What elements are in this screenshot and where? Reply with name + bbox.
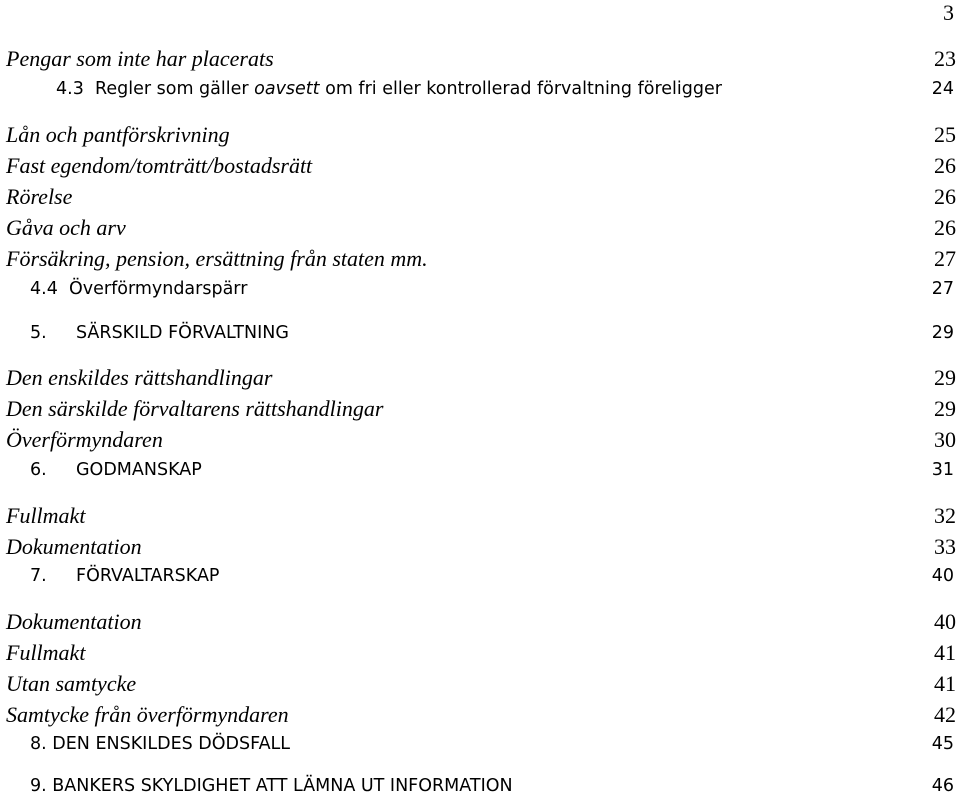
title-part: GODMANSKAP — [76, 460, 202, 480]
toc-entry-page: 45 — [931, 734, 954, 754]
toc-entry-title: 8. DEN ENSKILDES DÖDSFALL — [30, 734, 291, 754]
toc-entry-title — [30, 460, 202, 480]
toc-entry-page: 41 — [934, 671, 956, 696]
toc-entry-title: Samtycke från överförmyndaren — [6, 702, 289, 727]
toc-entry-title: Överförmyndaren — [6, 427, 163, 452]
toc-entry-page: 41 — [934, 640, 956, 665]
toc-entry-page: 25 — [934, 122, 956, 147]
toc-entry-title — [30, 323, 289, 343]
toc-entry-title: Den särskilde förvaltarens rättshandlingar — [6, 396, 384, 421]
toc-entry-page: 33 — [934, 534, 956, 559]
toc-entry-page: 32 — [934, 503, 956, 528]
title-part: Regler som gäller — [94, 79, 255, 99]
section-number: 5. — [30, 323, 47, 343]
title-part: FÖRVALTARSKAP — [76, 566, 220, 586]
toc-entry-page: 31 — [931, 460, 954, 480]
toc-entry-page: 42 — [934, 702, 956, 727]
toc-entry-title: Pengar som inte har placerats — [6, 46, 274, 71]
toc-entry-page: 27 — [931, 279, 954, 299]
toc-entry-title — [30, 279, 247, 299]
toc-entry-page: 23 — [934, 46, 956, 71]
toc-entry-title: Den enskildes rättshandlingar — [6, 365, 273, 390]
toc-entry-page: 29 — [931, 323, 954, 343]
toc-entry-page: 30 — [934, 427, 956, 452]
toc-entry-title — [56, 79, 722, 99]
toc-entry-page: 26 — [934, 215, 956, 240]
toc-entry-title: Utan samtycke — [6, 671, 137, 696]
title-part: om fri eller kontrollerad förvaltning föreligger — [319, 79, 722, 99]
toc-entry-title: Gåva och arv — [6, 215, 126, 240]
toc-entry-title — [30, 566, 219, 586]
toc-entry-page: 40 — [934, 609, 956, 634]
section-number: 4.4 — [30, 279, 58, 299]
section-number: 6. — [30, 460, 47, 480]
toc-entry-title: Lån och pantförskrivning — [6, 122, 230, 147]
section-number: 7. — [30, 566, 47, 586]
toc-entry-page: 24 — [931, 79, 954, 99]
toc-entry-title: Dokumentation — [6, 534, 142, 559]
toc-entry-title: Fullmakt — [6, 503, 86, 528]
toc-entry-title: Rörelse — [6, 184, 73, 209]
toc-entry-page: 46 — [931, 776, 954, 796]
toc-entry-title: 9. BANKERS SKYLDIGHET ATT LÄMNA UT INFORMATION — [30, 776, 513, 796]
title-part: SÄRSKILD FÖRVALTNING — [76, 323, 289, 343]
toc-entry-page: 27 — [934, 246, 956, 271]
title-part: Överförmyndarspärr — [68, 279, 248, 299]
section-number: 4.3 — [56, 79, 84, 99]
toc-entry-title: Fullmakt — [6, 640, 86, 665]
toc-entry-page: 40 — [931, 566, 954, 586]
toc-entry-title: Dokumentation — [6, 609, 142, 634]
toc-entry-page: 26 — [934, 153, 956, 178]
title-emphasis: oavsett — [254, 79, 320, 99]
toc-entry-title: Fast egendom/tomträtt/bostadsrätt — [6, 153, 313, 178]
toc-entry-title: Försäkring, pension, ersättning från staten mm. — [6, 246, 428, 271]
toc-entry-page: 29 — [934, 396, 956, 421]
toc-entry-page: 29 — [934, 365, 956, 390]
page-number: 3 — [943, 0, 954, 25]
toc-entry-page: 26 — [934, 184, 956, 209]
